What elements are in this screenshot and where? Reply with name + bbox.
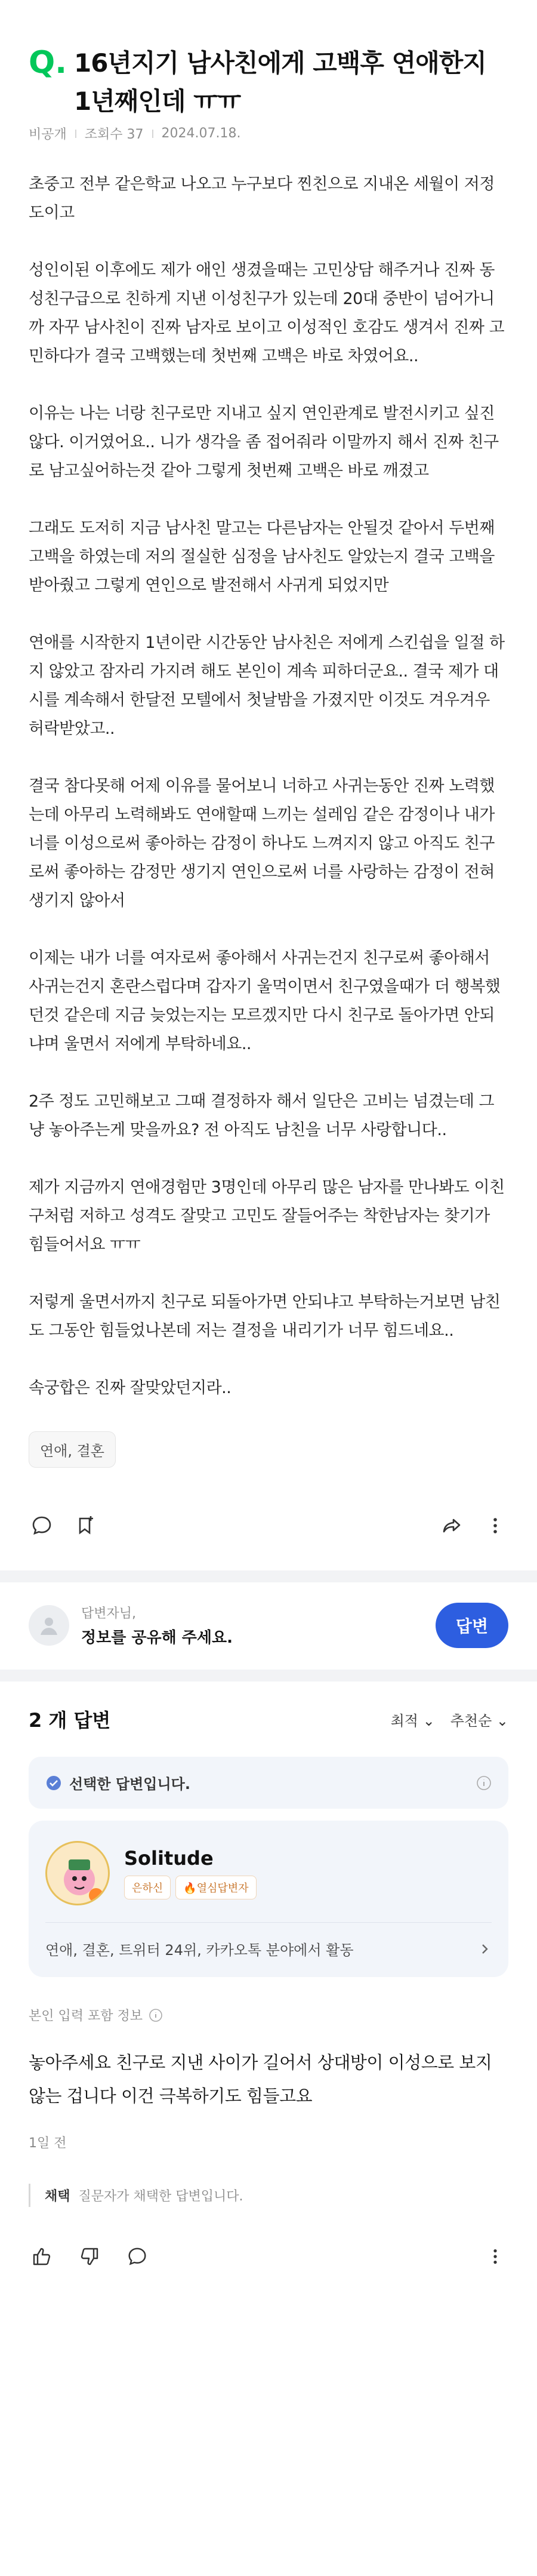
answer-prompt (29, 1582, 508, 1670)
bookmark-add-icon[interactable] (72, 1513, 98, 1539)
thumbs-up-icon[interactable] (29, 2243, 55, 2270)
sort-recommend-dropdown[interactable]: 추천순 ⌄ (450, 1712, 508, 1729)
question-title-row (29, 0, 508, 121)
check-circle-icon (45, 1775, 62, 1791)
info-icon[interactable] (149, 2008, 163, 2022)
privacy-label: 비공개 (29, 127, 67, 142)
write-answer-button[interactable]: 답변 (436, 1603, 508, 1648)
answer-prompt-text: 정보를 공유해 주세요. (81, 1629, 233, 1647)
view-count: 조회수 37 (84, 127, 144, 142)
question-paragraph: 저렇게 울면서까지 친구로 되돌아가면 안되냐고 부탁하는거보면 남친도 그동안 힘들었나본데 저는 결정을 내리기가 너무 힘드네요.. (29, 1293, 501, 1340)
answerer-name: Solitude (124, 1847, 214, 1870)
meta-divider (152, 130, 153, 138)
user-avatar-placeholder (29, 1605, 69, 1646)
info-icon[interactable] (476, 1775, 492, 1791)
sort-best-dropdown[interactable]: 최적 ⌄ (390, 1712, 435, 1729)
answerer-fields-text: 연애, 결혼, 트위터 24위, 카카오톡 분야에서 활동 (45, 1942, 354, 1959)
question-tag[interactable]: 연애, 결혼 (29, 1431, 116, 1468)
answer-text: 놓아주세요 친구로 지낸 사이가 길어서 상대방이 이성으로 보지 않는 겁니다 이건 극복하기도 힘들고요 (29, 2052, 492, 2106)
chosen-answer-note (29, 2184, 508, 2207)
meta-divider (75, 130, 76, 138)
selected-answer-note (29, 1757, 508, 1809)
share-icon[interactable] (439, 1513, 465, 1539)
section-divider (0, 1570, 537, 1582)
question-body (29, 170, 508, 1403)
question-date: 2024.07.18. (161, 126, 241, 141)
question-paragraph: 연애를 시작한지 1년이란 시간동안 남사친은 저에게 스킨쉽을 일절 하지 않았고 잠자리 가지려 해도 본인이 계속 피하더군요.. 결국 제가 대시를 계속해서 한달전 모텔에서 첫날밤을 가졌지만 이것도 겨우겨우 허락받았고.. (29, 634, 505, 738)
comment-icon[interactable] (29, 1513, 55, 1539)
answers-header (29, 1682, 508, 1733)
answerer-avatar (45, 1841, 110, 1905)
answer-prompt-label: 답변자님, (81, 1606, 137, 1621)
section-divider (0, 1670, 537, 1682)
question-paragraph: 그래도 도저히 지금 남사친 말고는 다른남자는 안될것 같아서 두번째 고백을 하였는데 저의 절실한 심정을 남사친도 알았는지 결국 고백을 받아줬고 그렇게 연인으로 발전해서 사귀게 되었지만 (29, 519, 500, 595)
question-actions (29, 1510, 508, 1542)
question-paragraph: 제가 지금까지 연애경험만 3명인데 아무리 많은 남자를 만나봐도 이친구처럼 저하고 성격도 잘맞고 고민도 잘들어주는 착한남자는 찾기가 힘들어서요 ㅠㅠ (29, 1178, 505, 1254)
question-paragraph: 성인이된 이후에도 제가 애인 생겼을때는 고민상담 해주거나 진짜 동성친구급으로 친하게 지낸 이성친구가 있는데 20대 중반이 넘어가니까 자꾸 남사친이 진짜 남자로 보이고 이성적인 호감도 생겨서 진짜 고민하다가 결국 고백했는데 첫번째 고백은 바로 차였어요.. (29, 261, 505, 365)
answerer-profile-card[interactable] (29, 1821, 508, 1977)
comment-icon[interactable] (124, 2243, 150, 2270)
answer-actions (29, 2242, 508, 2271)
more-icon[interactable] (482, 2243, 508, 2270)
rank-badge: 은하신 (124, 1876, 171, 1899)
question-meta (29, 124, 508, 143)
question-paragraph: 2주 정도 고민해보고 그때 결정하자 해서 일단은 고비는 넘겼는데 그냥 놓아주는게 맞을까요? 전 아직도 남친을 너무 사랑합니다.. (29, 1092, 495, 1139)
answer-count: 2 개 답변 (29, 1709, 111, 1732)
question-paragraph: 이유는 나는 너랑 친구로만 지내고 싶지 연인관계로 발전시키고 싶진 않다. 이거였어요.. 니가 생각을 좀 접어줘라 이말까지 해서 진짜 친구로 남고싶어하는것 같아 그렇게 첫번째 고백은 바로 깨졌고 (29, 404, 500, 480)
selected-answer-label: 선택한 답변입니다. (69, 1776, 190, 1793)
answer-time: 1일 전 (29, 2136, 67, 2151)
chosen-label: 채택 (45, 2189, 70, 2204)
question-paragraph: 이제는 내가 너를 여자로써 좋아해서 사귀는건지 친구로써 좋아해서 사귀는건지 혼란스럽다며 갑자기 울먹이면서 친구였을때가 더 행복했던것 같은데 지금 늦었는지는 모르겠지만 다시 친구로 돌아가면 안되냐며 울면서 저에게 부탁하네요.. (29, 949, 501, 1053)
chevron-right-icon (477, 1942, 492, 1956)
answerer-fields[interactable] (45, 1922, 492, 1959)
answer-info-label: 본인 입력 포함 정보 (29, 2009, 143, 2024)
question-mark: Q. (29, 45, 67, 81)
question-paragraph: 속궁합은 진짜 잘맞았던지라.. (29, 1379, 232, 1397)
chosen-text: 질문자가 채택한 답변입니다. (78, 2189, 243, 2204)
question-paragraph: 초중고 전부 같은학교 나오고 누구보다 찐친으로 지내온 세월이 저정도이고 (29, 175, 495, 222)
more-icon[interactable] (482, 1513, 508, 1539)
question-paragraph: 결국 참다못해 어제 이유를 물어보니 너하고 사귀는동안 진짜 노력했는데 아무리 노력해봐도 연애할때 느끼는 설레임 같은 감정이나 내가 너를 이성으로써 좋아하는 감정이 하나도 느껴지지 않고 아직도 친구로써 좋아하는 감정만 생기지 연인으로써 너를 사랑하는 감정이 전혀 생기지 않아서 (29, 777, 500, 910)
question-title: 16년지기 남사친에게 고백후 연애한지 1년째인데 ㅠㅠ (73, 48, 486, 116)
active-answerer-badge: 🔥열심답변자 (175, 1876, 256, 1899)
answer-info (29, 2006, 508, 2024)
thumbs-down-icon[interactable] (76, 2243, 103, 2270)
